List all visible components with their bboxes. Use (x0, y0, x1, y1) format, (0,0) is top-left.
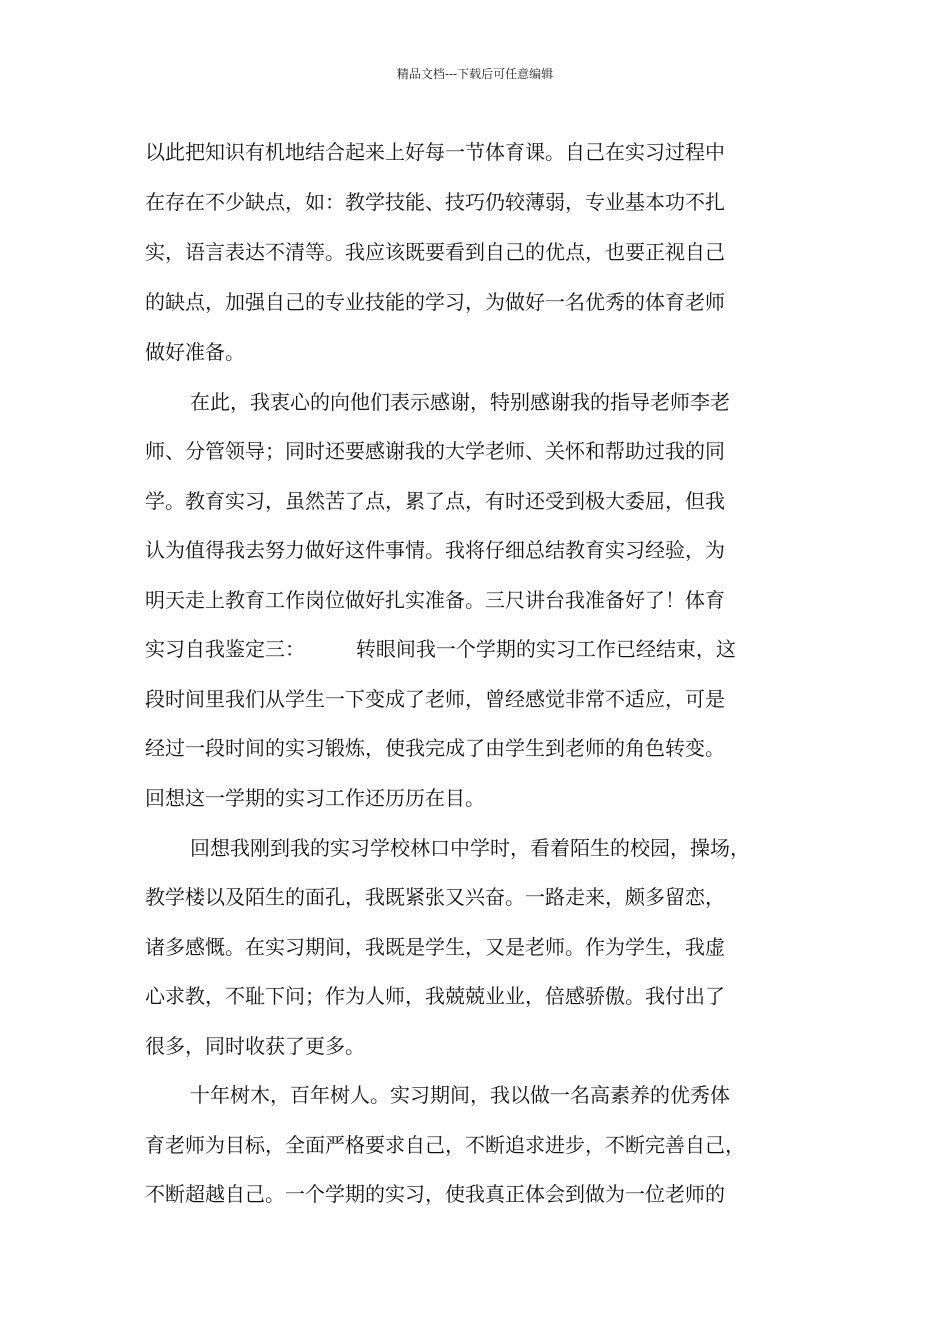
paragraph-start-line: 在此，我衷心的向他们表示感谢，特别感谢我的指导老师李老 (190, 390, 730, 414)
text-line: 认为值得我去努力做好这件事情。我将仔细总结教育实习经验，为 (145, 538, 725, 562)
text-line: 在存在不少缺点，如：教学技能、技巧仍较薄弱，专业基本功不扎 (145, 190, 725, 214)
text-line: 的缺点，加强自己的专业技能的学习，为做好一名优秀的体育老师 (145, 290, 725, 314)
text-line: 做好准备。 (145, 340, 245, 364)
text-line: 明天走上教育工作岗位做好扎实准备。三尺讲台我准备好了！体育 (145, 588, 725, 612)
text-line: 育老师为目标，全面严格要求自己，不断追求进步，不断完善自己， (145, 1133, 745, 1157)
paragraph-start-line: 回想我刚到我的实习学校林口中学时，看着陌生的校园，操场， (190, 836, 750, 860)
text-line: 实，语言表达不清等。我应该既要看到自己的优点，也要正视自己 (145, 240, 725, 264)
paragraph-start-line: 十年树木，百年树人。实习期间，我以做一名高素养的优秀体 (190, 1083, 730, 1107)
text-line: 实习自我鉴定三： 转眼间我一个学期的实习工作已经结束，这 (145, 637, 736, 661)
text-line: 以此把知识有机地结合起来上好每一节体育课。自己在实习过程中 (145, 140, 725, 164)
text-line: 很多，同时收获了更多。 (145, 1034, 365, 1058)
text-line: 师、分管领导；同时还要感谢我的大学老师、关怀和帮助过我的同 (145, 439, 725, 463)
text-line: 经过一段时间的实习锻炼，使我完成了由学生到老师的角色转变。 (145, 736, 725, 760)
text-line: 教学楼以及陌生的面孔，我既紧张又兴奋。一路走来，颇多留恋， (145, 885, 725, 909)
text-line: 不断超越自己。一个学期的实习，使我真正体会到做为一位老师的 (145, 1182, 725, 1206)
text-line: 心求教，不耻下问；作为人师，我兢兢业业，倍感骄傲。我付出了 (145, 984, 725, 1008)
text-line: 诸多感慨。在实习期间，我既是学生，又是老师。作为学生，我虚 (145, 935, 725, 959)
page-header: 精品文档---下载后可任意编辑 (396, 67, 554, 81)
text-line: 学。教育实习，虽然苦了点，累了点，有时还受到极大委屈，但我 (145, 489, 725, 513)
text-line: 段时间里我们从学生一下变成了老师，曾经感觉非常不适应，可是 (145, 687, 725, 711)
text-line: 回想这一学期的实习工作还历历在目。 (145, 786, 485, 810)
